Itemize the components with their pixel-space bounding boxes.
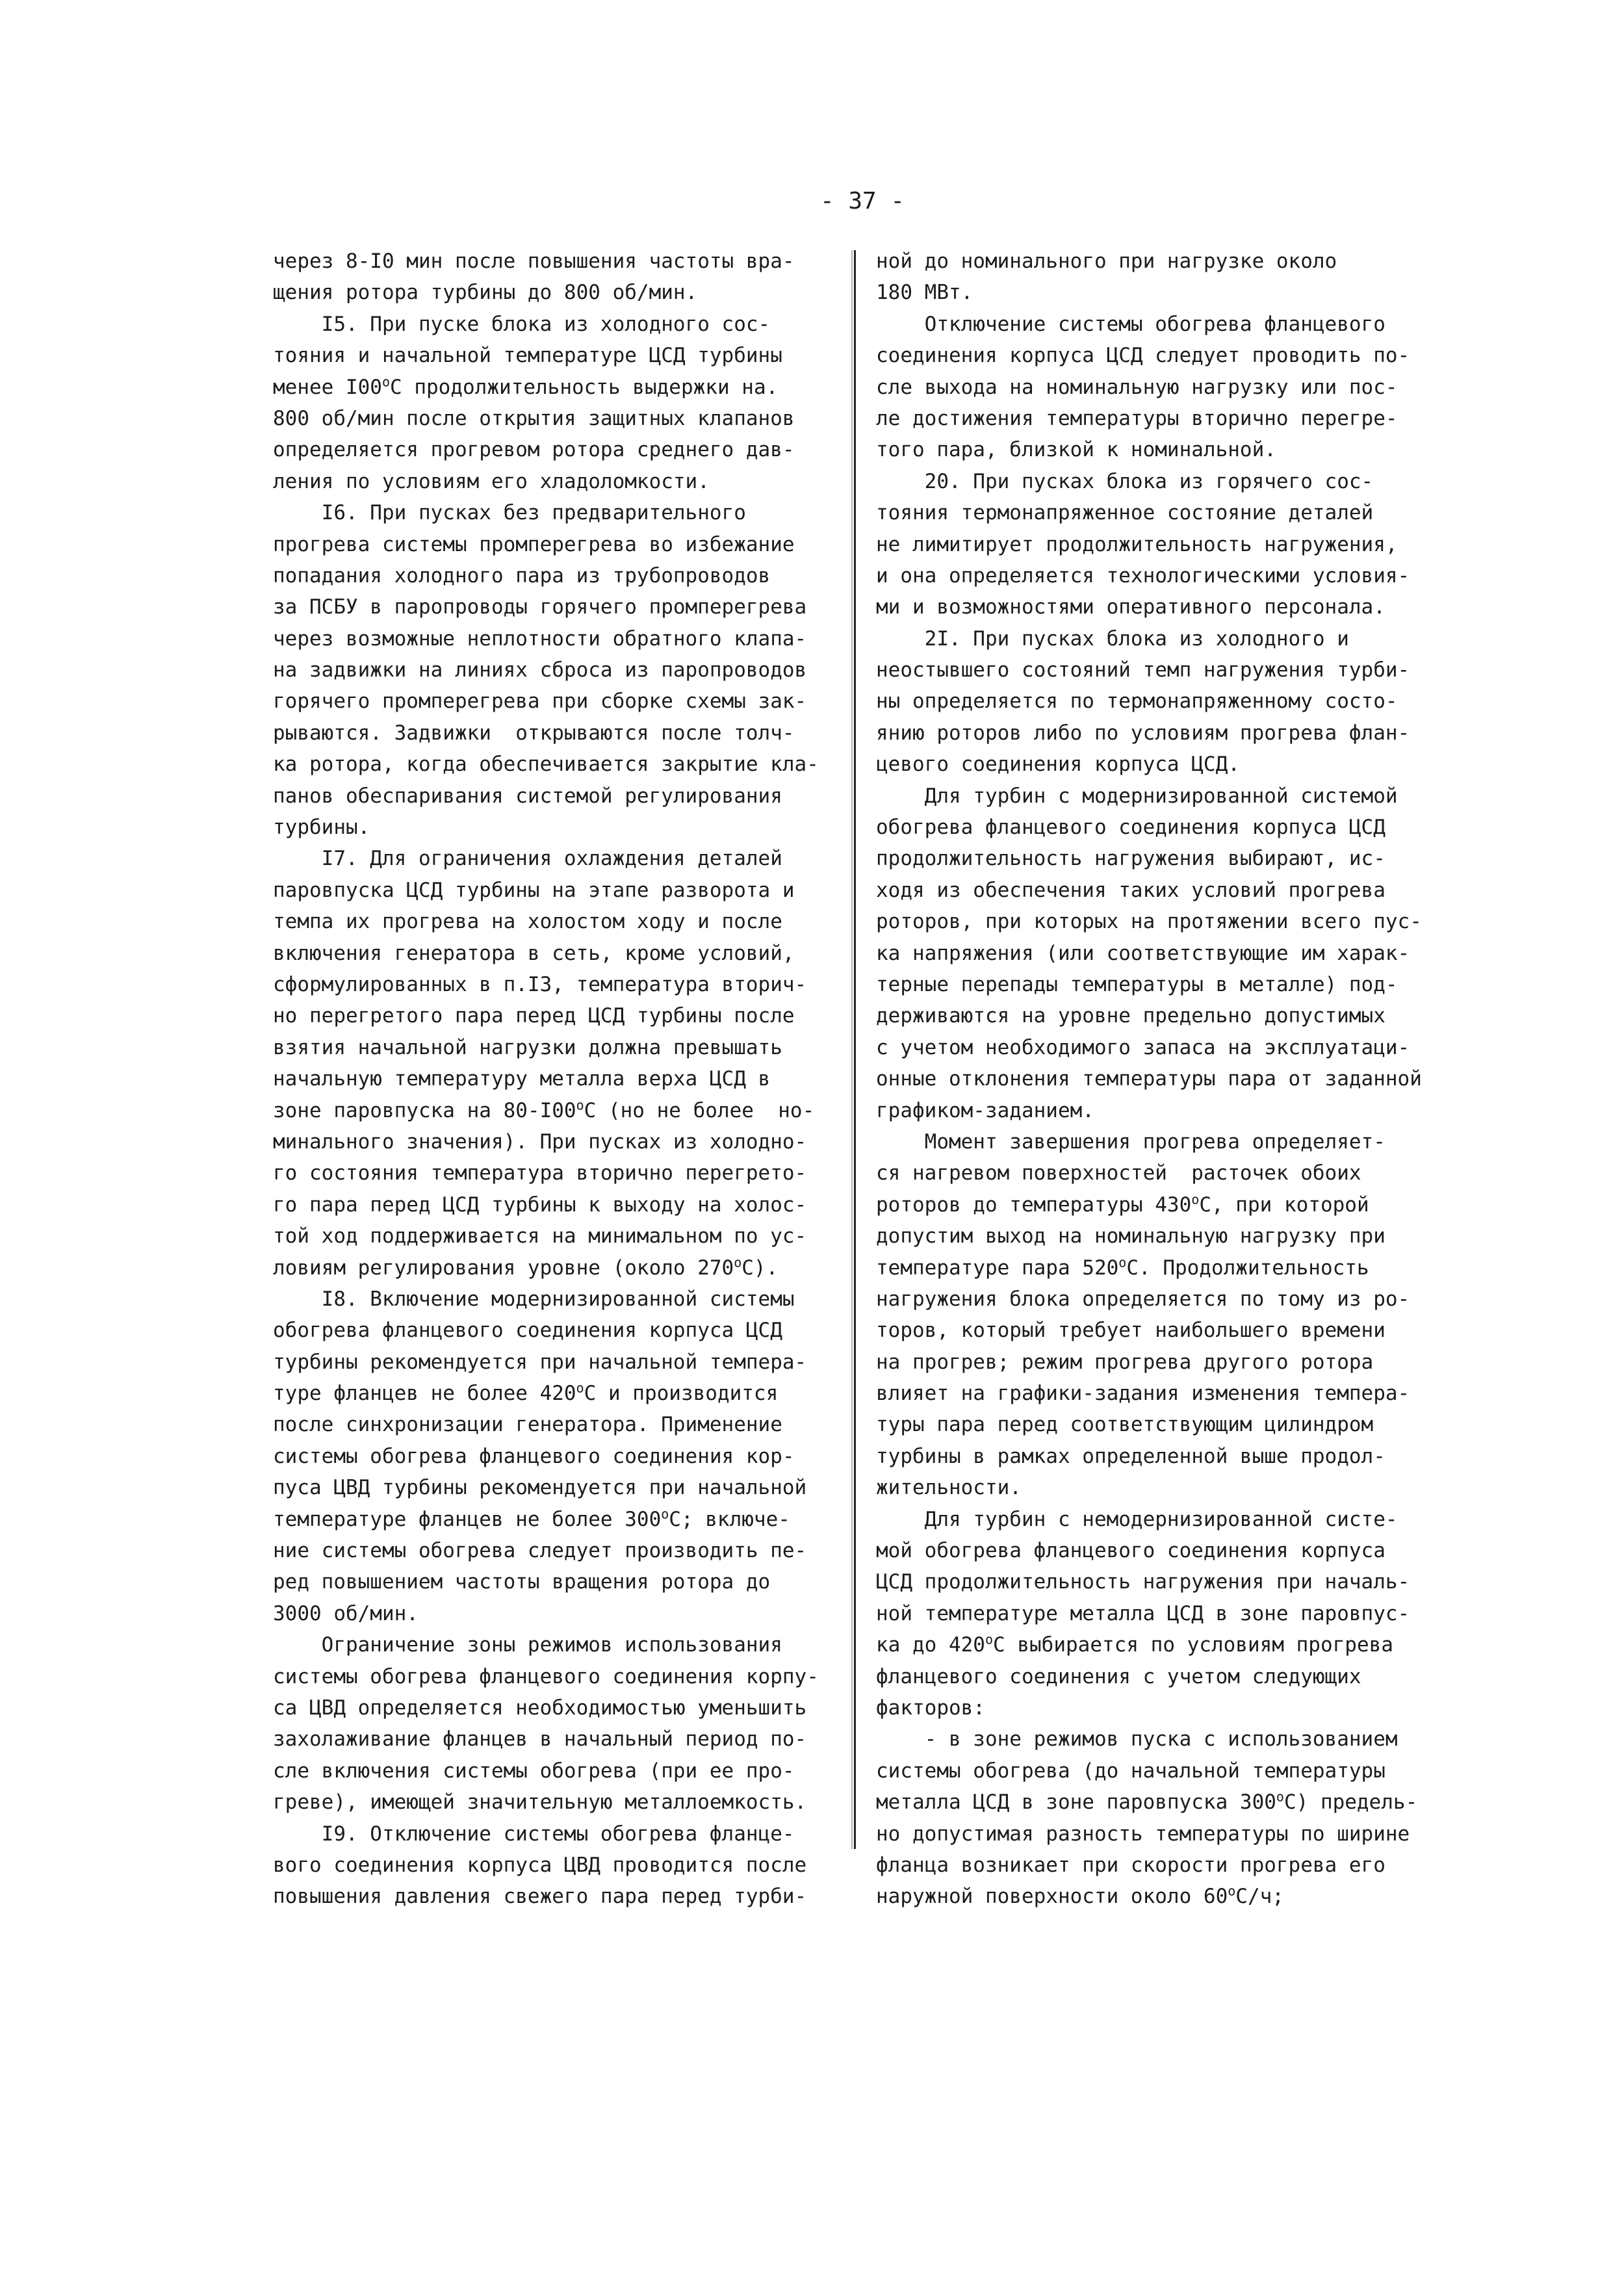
text-line: неостывшего состояний темп нагружения турби- xyxy=(876,658,1410,682)
text-line: роторов до температуры 430$^o$C, при которой xyxy=(876,1191,1369,1217)
text-line: фланцевого соединения с учетом следующих xyxy=(876,1664,1361,1688)
text-line: 3000 об/мин. xyxy=(273,1601,419,1625)
text-line: онные отклонения температуры пара от заданной xyxy=(876,1067,1422,1091)
text-line: 180 МВт. xyxy=(876,281,973,305)
text-line: обогрева фланцевого соединения корпуса ЦСД xyxy=(876,816,1386,840)
text-line: допустим выход на номинальную нагрузку при xyxy=(876,1224,1386,1248)
text-line: наружной поверхности около 60$^o$C/ч; xyxy=(876,1883,1284,1909)
text-line: не лимитирует продолжительность нагружения, xyxy=(876,532,1398,556)
text-line: после синхронизации генератора. Применение xyxy=(273,1413,782,1437)
text-line: графиком-заданием. xyxy=(876,1098,1094,1122)
text-line: ред повышением частоты вращения ротора до xyxy=(273,1570,771,1594)
text-line: I7. Для ограничения охлаждения деталей xyxy=(273,847,782,871)
column-divider xyxy=(854,250,856,1849)
text-line: цевого соединения корпуса ЦСД. xyxy=(876,753,1240,777)
text-line: янию роторов либо по условиям прогрева флан- xyxy=(876,721,1410,745)
text-line: 800 об/мин после открытия защитных клапанов xyxy=(273,406,795,430)
text-line: за ПСБУ в паропроводы горячего промперегрева xyxy=(273,595,807,619)
text-line: I6. При пусках без предварительного xyxy=(273,501,746,525)
text-line: температуре фланцев не более 300$^o$C; включе- xyxy=(273,1506,790,1531)
text-line: турбины рекомендуется при начальной темпера- xyxy=(273,1350,807,1374)
text-line: менее I00$^o$C продолжительность выдержки на. xyxy=(273,374,779,399)
text-line: вого соединения корпуса ЦВД проводится после xyxy=(273,1853,807,1877)
text-line: ся нагревом поверхностей расточек обоих xyxy=(876,1161,1361,1185)
text-line: са ЦВД определяется необходимостью уменьшить xyxy=(273,1696,807,1720)
text-line: 2I. При пусках блока из холодного и xyxy=(876,627,1349,651)
text-line: попадания холодного пара из трубопроводов xyxy=(273,563,771,588)
text-line: I9. Отключение системы обогрева фланце- xyxy=(273,1822,795,1846)
text-line: жительности. xyxy=(876,1476,1022,1500)
text-line: но допустимая разность температуры по ширине xyxy=(876,1822,1410,1846)
text-line: нагружения блока определяется по тому из ро- xyxy=(876,1287,1410,1311)
text-line: Момент завершения прогрева определяет- xyxy=(876,1130,1386,1154)
text-line: соединения корпуса ЦСД следует проводить по- xyxy=(876,344,1410,368)
text-line: держиваются на уровне предельно допустимых xyxy=(876,1004,1386,1028)
text-line: турбины в рамках определенной выше продол- xyxy=(876,1444,1386,1468)
text-line: включения генератора в сеть, кроме условий, xyxy=(273,941,795,965)
text-line: сле выхода на номинальную нагрузку или пос- xyxy=(876,375,1398,399)
text-line: через 8-I0 мин после повышения частоты вра- xyxy=(273,250,795,273)
text-line: но перегретого пара перед ЦСД турбины после xyxy=(273,1004,795,1028)
text-line: щения ротора турбины до 800 об/мин. xyxy=(273,281,698,305)
text-line: 20. При пусках блока из горячего сос- xyxy=(876,469,1374,493)
text-line: - в зоне режимов пуска с использованием xyxy=(876,1727,1398,1751)
text-line: Для турбин с модернизированной системой xyxy=(876,784,1398,808)
text-line: обогрева фланцевого соединения корпуса ЦСД xyxy=(273,1319,782,1343)
text-line: Для турбин с немодернизированной систе- xyxy=(876,1507,1398,1531)
text-line: на прогрев; режим прогрева другого ротора xyxy=(876,1350,1374,1374)
text-line: ми и возможностями оперативного персонала. xyxy=(876,595,1386,619)
text-line: ка до 420$^o$C выбирается по условиям прогрева xyxy=(876,1631,1393,1657)
text-line: рываются. Задвижки открываются после толч- xyxy=(273,721,795,745)
text-line: системы обогрева фланцевого соединения корпу- xyxy=(273,1664,819,1688)
right-text-column xyxy=(876,246,1461,1913)
text-line: го состояния температура вторично перегрето- xyxy=(273,1161,807,1185)
text-line: через возможные неплотности обратного клапа- xyxy=(273,627,807,651)
text-line: турбины. xyxy=(273,816,370,840)
text-line: Отключение системы обогрева фланцевого xyxy=(876,312,1386,336)
text-line: взятия начальной нагрузки должна превышать xyxy=(273,1035,782,1059)
text-line: ние системы обогрева следует производить пе- xyxy=(273,1539,807,1563)
text-line: паровпуска ЦСД турбины на этапе разворота и xyxy=(273,878,795,902)
text-line: определяется прогревом ротора среднего дав- xyxy=(273,438,795,462)
text-line: влияет на графики-задания изменения темпера- xyxy=(876,1382,1410,1406)
text-line: панов обеспаривания системой регулирования xyxy=(273,784,782,808)
text-line: той ход поддерживается на минимальном по ус- xyxy=(273,1224,807,1248)
text-line: ЦСД продолжительность нагружения при началь- xyxy=(876,1570,1410,1594)
text-line: го пара перед ЦСД турбины к выходу на холос- xyxy=(273,1193,807,1217)
text-line: темпа их прогрева на холостом ходу и после xyxy=(273,910,782,934)
text-line: на задвижки на линиях сброса из паропроводов xyxy=(273,658,807,682)
text-line: с учетом необходимого запаса на эксплуатаци- xyxy=(876,1035,1410,1059)
text-line: пуса ЦВД турбины рекомендуется при начальной xyxy=(273,1476,807,1500)
text-line: прогрева системы промперегрева во избежание xyxy=(273,532,795,556)
text-line: ны определяется по термонапряженному состо- xyxy=(876,690,1398,714)
text-line: ле достижения температуры вторично перегре- xyxy=(876,406,1398,430)
text-line: туре фланцев не более 420$^o$C и производится xyxy=(273,1380,779,1406)
text-line: мой обогрева фланцевого соединения корпуса xyxy=(876,1539,1386,1563)
text-line: факторов: xyxy=(876,1696,985,1720)
text-line: начальную температуру металла верха ЦСД в xyxy=(273,1067,771,1091)
text-line: тояния термонапряженное состояние деталей xyxy=(876,501,1374,525)
text-line: металла ЦСД в зоне паровпуска 300$^o$C) предель- xyxy=(876,1789,1418,1815)
text-line: ления по условиям его хладоломкости. xyxy=(273,469,710,493)
text-line: терные перепады температуры в металле) под- xyxy=(876,972,1398,996)
page-number: - 37 - xyxy=(820,188,905,214)
text-line: туры пара перед соответствующим цилиндром xyxy=(876,1413,1374,1437)
text-line: зоне паровпуска на 80-I00$^o$C (но не более но- xyxy=(273,1097,815,1122)
text-line: ка напряжения (или соответствующие им харак- xyxy=(876,941,1410,965)
text-line: системы обогрева (до начальной температуры xyxy=(876,1759,1386,1783)
text-line: горячего промперегрева при сборке схемы зак- xyxy=(273,690,807,714)
text-line: ходя из обеспечения таких условий прогрева xyxy=(876,878,1386,902)
text-line: того пара, близкой к номинальной. xyxy=(876,438,1276,462)
text-line: I8. Включение модернизированной системы xyxy=(273,1287,795,1311)
left-text-column xyxy=(273,246,838,1913)
text-line: сформулированных в п.I3, температура вторич- xyxy=(273,972,807,996)
text-line: ной до номинального при нагрузке около xyxy=(876,250,1337,273)
text-line: температуре пара 520$^o$C. Продолжительность xyxy=(876,1254,1369,1280)
text-line: ловиям регулирования уровне (около 270$^o$C). xyxy=(273,1254,779,1280)
text-line: Ограничение зоны режимов использования xyxy=(273,1633,782,1657)
text-line: торов, который требует наибольшего времени xyxy=(876,1319,1386,1343)
text-line: ка ротора, когда обеспечивается закрытие кла- xyxy=(273,753,819,777)
text-line: продолжительность нагружения выбирают, ис- xyxy=(876,847,1386,871)
text-line: тояния и начальной температуре ЦСД турбины xyxy=(273,344,782,368)
text-line: и она определяется технологическими условия- xyxy=(876,563,1410,588)
text-line: системы обогрева фланцевого соединения кор- xyxy=(273,1444,795,1468)
text-line: минального значения). При пусках из холодно- xyxy=(273,1130,807,1154)
text-line: фланца возникает при скорости прогрева его xyxy=(876,1853,1386,1877)
text-line: сле включения системы обогрева (при ее про- xyxy=(273,1759,795,1783)
text-line: I5. При пуске блока из холодного сос- xyxy=(273,312,771,336)
text-line: захолаживание фланцев в начальный период по- xyxy=(273,1727,807,1751)
text-line: повышения давления свежего пара перед турби- xyxy=(273,1885,807,1909)
text-line: роторов, при которых на протяжении всего пус- xyxy=(876,910,1422,934)
text-line: греве), имеющей значительную металлоемкость. xyxy=(273,1790,807,1815)
text-line: ной температуре металла ЦСД в зоне паровпус- xyxy=(876,1601,1410,1625)
